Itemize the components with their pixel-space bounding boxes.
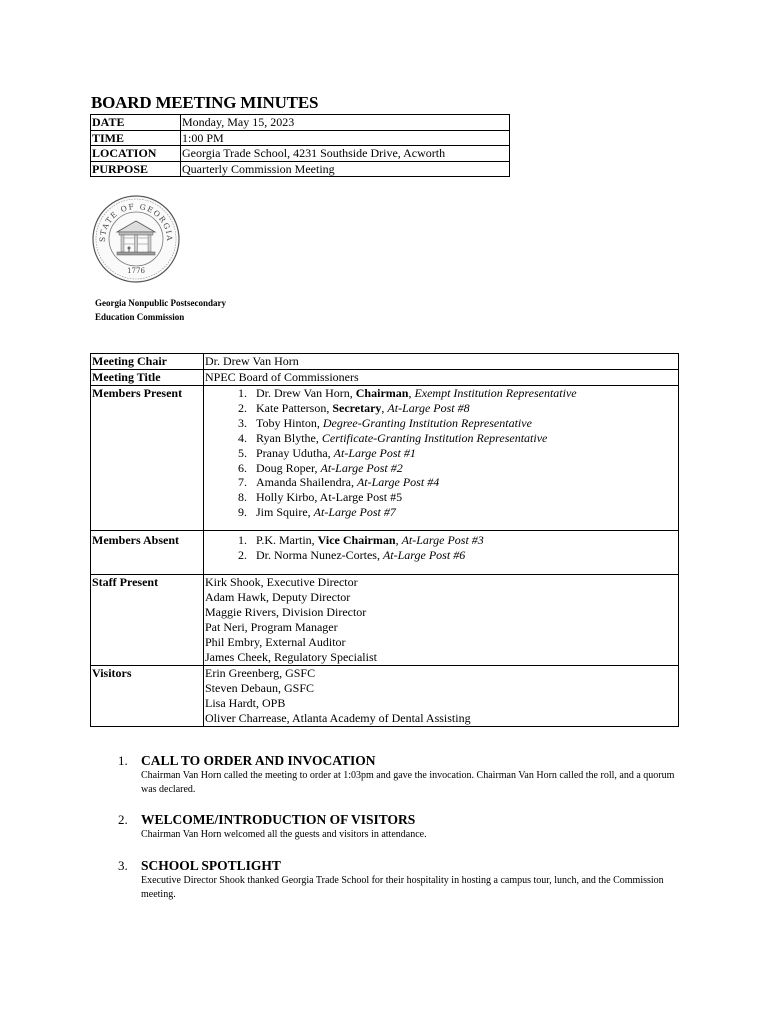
purpose-value: Quarterly Commission Meeting <box>181 161 510 177</box>
visitors-cell <box>204 665 679 726</box>
list-item: Maggie Rivers, Division Director <box>205 604 367 619</box>
list-item: Kirk Shook, Executive Director <box>205 574 358 589</box>
meeting-title-row <box>91 370 679 386</box>
list-item: 1. P.K. Martin, Vice Chairman, At-Large Post #3 <box>250 533 677 548</box>
members-absent-row <box>91 531 679 575</box>
svg-text:STATE OF GEORGIA: STATE OF GEORGIA <box>97 201 175 243</box>
date-label: DATE <box>91 115 181 131</box>
section-call-to-order <box>118 753 678 797</box>
commission-name-line1: Georgia Nonpublic Postsecondary <box>95 298 227 308</box>
section-school-spotlight <box>118 858 678 902</box>
staff-present-row <box>91 574 679 665</box>
section-title: CALL TO ORDER AND INVOCATION <box>141 753 376 768</box>
list-item: Lisa Hardt, OPB <box>205 695 286 710</box>
commission-name <box>95 296 295 324</box>
list-item: Pat Neri, Program Manager <box>205 619 338 634</box>
location-value: Georgia Trade School, 4231 Southside Drive, Acworth <box>181 146 510 162</box>
section-number: 1. <box>118 753 128 768</box>
list-item: Steven Debaun, GSFC <box>205 680 314 695</box>
section-heading <box>118 753 678 769</box>
list-item: 2. Dr. Norma Nunez-Cortes, At-Large Post #6 <box>250 548 677 563</box>
list-item: Adam Hawk, Deputy Director <box>205 589 351 604</box>
section-title: SCHOOL SPOTLIGHT <box>141 858 281 873</box>
list-item: 1. Dr. Drew Van Horn, Chairman, Exempt Institution Representative <box>250 386 677 401</box>
list-item: Phil Embry, External Auditor <box>205 634 346 649</box>
svg-text:1776: 1776 <box>127 267 145 275</box>
members-present-cell <box>204 386 679 531</box>
members-absent-label: Members Absent <box>91 531 204 575</box>
members-absent-cell <box>204 531 679 575</box>
meeting-title-value: NPEC Board of Commissioners <box>204 370 679 386</box>
section-heading <box>118 858 678 874</box>
list-item: 2. Kate Patterson, Secretary, At-Large Post #8 <box>250 401 677 416</box>
purpose-label: PURPOSE <box>91 161 181 177</box>
document-title: BOARD MEETING MINUTES <box>91 93 319 112</box>
meeting-chair-row <box>91 354 679 370</box>
members-absent-list <box>205 533 677 563</box>
attendance-table <box>90 353 679 727</box>
section-body: Executive Director Shook thanked Georgia Trade School for their hospitality in hosting a campus tour, lunch, and the Commission meeting. <box>141 875 664 900</box>
meeting-title-label: Meeting Title <box>91 370 204 386</box>
location-label: LOCATION <box>91 146 181 162</box>
date-value: Monday, May 15, 2023 <box>181 115 510 131</box>
members-present-list <box>205 386 677 520</box>
list-item: James Cheek, Regulatory Specialist <box>205 649 377 664</box>
list-item: 5. Pranay Udutha, At-Large Post #1 <box>250 446 677 461</box>
list-item: 8. Holly Kirbo, At-Large Post #5 <box>250 490 677 505</box>
visitors-row <box>91 665 679 726</box>
list-item: 7. Amanda Shailendra, At-Large Post #4 <box>250 475 677 490</box>
time-value: 1:00 PM <box>181 130 510 146</box>
list-item: 4. Ryan Blythe, Certificate-Granting Institution Representative <box>250 431 677 446</box>
section-heading <box>118 812 678 828</box>
section-number: 2. <box>118 812 128 827</box>
section-number: 3. <box>118 858 128 873</box>
members-present-row <box>91 386 679 531</box>
time-row <box>91 130 510 146</box>
section-body: Chairman Van Horn called the meeting to order at 1:03pm and gave the invocation. Chairman Van Horn called the roll, and a quorum was declared. <box>141 770 675 795</box>
meeting-chair-value: Dr. Drew Van Horn <box>204 354 679 370</box>
list-item: 3. Toby Hinton, Degree-Granting Institution Representative <box>250 416 677 431</box>
location-row <box>91 146 510 162</box>
list-item: Erin Greenberg, GSFC <box>205 665 316 680</box>
section-title: WELCOME/INTRODUCTION OF VISITORS <box>141 812 416 827</box>
list-item: Oliver Charrease, Atlanta Academy of Dental Assisting <box>205 710 471 725</box>
visitors-label: Visitors <box>91 665 204 726</box>
list-item: 9. Jim Squire, At-Large Post #7 <box>250 505 677 520</box>
section-welcome-visitors <box>118 812 678 842</box>
date-row <box>91 115 510 131</box>
commission-name-line2: Education Commission <box>95 312 185 322</box>
staff-present-cell <box>204 574 679 665</box>
purpose-row <box>91 161 510 177</box>
staff-present-label: Staff Present <box>91 574 204 665</box>
time-label: TIME <box>91 130 181 146</box>
meeting-chair-label: Meeting Chair <box>91 354 204 370</box>
meeting-info-table <box>90 114 510 177</box>
list-item: 6. Doug Roper, At-Large Post #2 <box>250 461 677 476</box>
georgia-state-seal <box>91 194 181 284</box>
section-body: Chairman Van Horn welcomed all the guests and visitors in attendance. <box>141 829 427 840</box>
members-present-label: Members Present <box>91 386 204 531</box>
